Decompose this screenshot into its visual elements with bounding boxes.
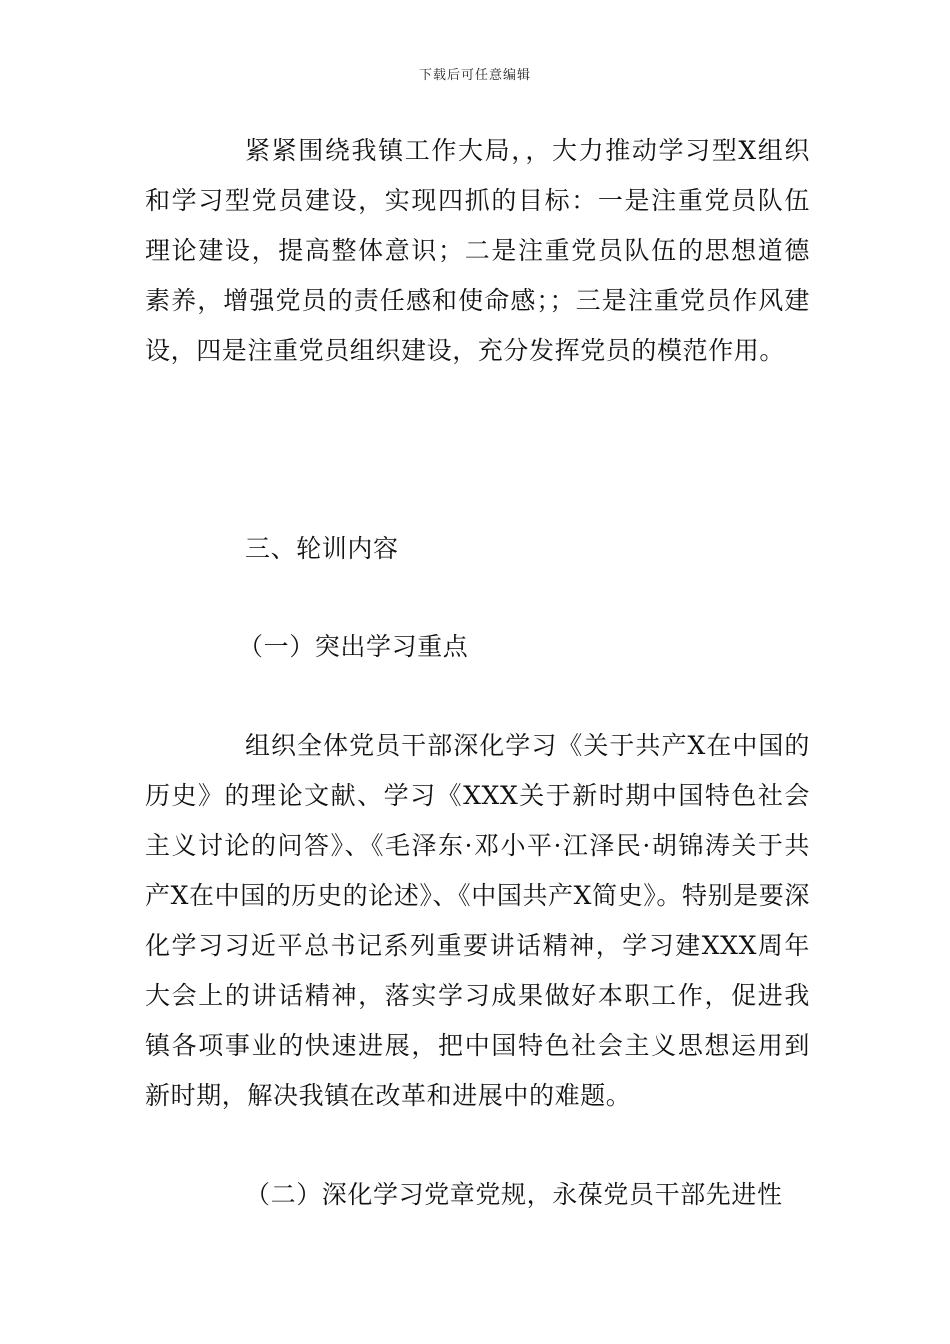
- paragraph-learning-focus: 组织全体党员干部深化学习《关于共产X在中国的历史》的理论文献、学习《XXX关于新时期中国特色社会主义讨论的问答》、《毛泽东·邓小平·江泽民·胡锦涛关于共产X在中国的历史的论述》、《中国共产X简史》。特别是要深化学习习近平总书记系列重要讲话精神，学习建XXX周年大会上的讲话精神，落实学习成果做好本职工作，促进我镇各项事业的快速进展，把中国特色社会主义思想运用到新时期，解决我镇在改革和进展中的难题。: [145, 731, 810, 1110]
- section-heading-training-content: 三、轮训内容: [245, 534, 399, 563]
- page-header: 下载后可任意编辑: [418, 68, 531, 83]
- subheading-learning-focus: （一）突出学习重点: [238, 632, 469, 661]
- paragraph-goals: 紧紧围绕我镇工作大局，，大力推动学习型X组织和学习型党员建设，实现四抓的目标：一是注重党员队伍理论建设，提高整体意识；二是注重党员队伍的思想道德素养，增强党员的责任感和使命感；；三是注重党员作风建设，四是注重党员组织建设，充分发挥党员的模范作用。: [145, 136, 810, 365]
- subheading-party-constitution: （二）深化学习党章党规，永葆党员干部先进性: [245, 1180, 783, 1209]
